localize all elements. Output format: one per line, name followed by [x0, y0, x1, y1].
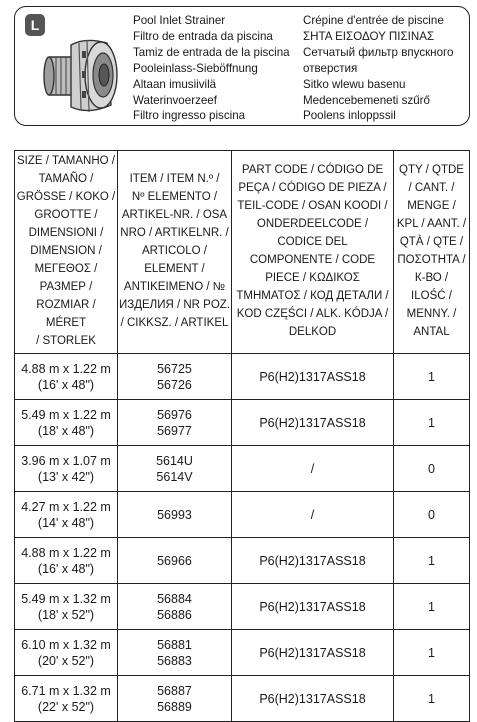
size-cell: 4.88 m x 1.22 m (16' x 48")	[15, 538, 118, 584]
part-code-cell: P6(H2)1317ASS18	[232, 676, 394, 722]
size-cell: 5.49 m x 1.32 m (18' x 52")	[15, 584, 118, 630]
size-column-header: SIZE / TAMANHO / TAMAÑO / GRÖSSE / KOKO / GROOTTE / DIMENSIONI / DIMENSION / ΜΕΓΕΘΟΣ / РАЗМЕР / ROZMIAR / MÉRET / STORLEK	[15, 151, 118, 354]
item-cell: 56881 56883	[118, 630, 232, 676]
part-code-cell: P6(H2)1317ASS18	[232, 538, 394, 584]
part-code-cell: /	[232, 446, 394, 492]
qty-cell: 1	[394, 400, 470, 446]
product-name: Poolens inloppssil	[303, 109, 396, 123]
product-name: Сетчатый фильтр впускного	[303, 45, 454, 59]
part-code-cell: P6(H2)1317ASS18	[232, 584, 394, 630]
table-row	[15, 354, 470, 400]
item-cell: 56725 56726	[118, 354, 232, 400]
product-name: Pool Inlet Strainer	[133, 14, 226, 27]
product-name: Filtro de entrada da piscina	[133, 29, 273, 43]
size-cell: 3.96 m x 1.07 m (13' x 42")	[15, 446, 118, 492]
part-code-cell: P6(H2)1317ASS18	[232, 630, 394, 676]
part-code-cell: P6(H2)1317ASS18	[232, 354, 394, 400]
item-cell: 5614U 5614V	[118, 446, 232, 492]
table-row	[15, 492, 470, 538]
qty-column-header: QTY / QTDE / CANT. / MENGE / KPL / AANT. / QTÀ / QTE / ΠΟΣΟΤΗΤΑ / К-ВО / ILOŚĆ / MENNY. / ANTAL	[394, 151, 470, 354]
part-code-cell: P6(H2)1317ASS18	[232, 400, 394, 446]
product-name: Pooleinlass-Sieböffnung	[133, 61, 258, 75]
size-cell: 6.71 m x 1.32 m (22' x 52")	[15, 676, 118, 722]
product-names-left	[133, 13, 290, 124]
table-row	[15, 630, 470, 676]
part-header	[14, 6, 470, 126]
product-name: Waterinvoerzeef	[133, 93, 217, 107]
size-cell: 4.27 m x 1.22 m (14' x 48")	[15, 492, 118, 538]
table-row	[15, 400, 470, 446]
qty-cell: 0	[394, 492, 470, 538]
part-code-cell: /	[232, 492, 394, 538]
qty-cell: 1	[394, 630, 470, 676]
qty-cell: 1	[394, 584, 470, 630]
item-cell: 56966	[118, 538, 232, 584]
parts-table	[14, 150, 470, 722]
table-row	[15, 446, 470, 492]
size-cell: 5.49 m x 1.22 m (18' x 48")	[15, 400, 118, 446]
part-code-column-header: PART CODE / CÓDIGO DE PEÇA / CÓDIGO DE PIEZA / TEIL-CODE / OSAN KOODI / ONDERDEELCODE / CODICE DEL COMPONENTE / CODE PIECE / ΚΩΔΙΚΟΣ ΤΜΗΜΑΤΟΣ / КОД ДЕТАЛИ / KOD CZĘŚCI / ALK. KÓDJA / DELKOD	[232, 151, 394, 354]
table-row	[15, 676, 470, 722]
qty-cell: 0	[394, 446, 470, 492]
part-letter-badge: L	[25, 14, 45, 36]
qty-cell: 1	[394, 676, 470, 722]
product-name: Sitko wlewu basenu	[303, 77, 406, 91]
item-column-header: ITEM / ITEM N.º / Nº ELEMENTO / ARTIKEL-NR. / OSA NRO / ARTIKELNR. / ARTICOLO / ELEMENT / ANTIKEIMENO / № ИЗДЕЛИЯ / NR POZ. / CIKKSZ. / ARTIKEL	[118, 151, 232, 354]
table-row	[15, 538, 470, 584]
size-cell: 6.10 m x 1.32 m (20' x 52")	[15, 630, 118, 676]
inlet-strainer-illustration	[41, 31, 123, 117]
table-header-row	[15, 151, 470, 354]
product-name: отверстия	[303, 61, 358, 75]
product-name: Tamiz de entrada de la piscina	[133, 45, 290, 59]
product-names-right	[303, 13, 453, 124]
product-name: Medencebemeneti szűrő	[303, 93, 430, 107]
qty-cell: 1	[394, 354, 470, 400]
qty-cell: 1	[394, 538, 470, 584]
item-cell: 56884 56886	[118, 584, 232, 630]
item-cell: 56993	[118, 492, 232, 538]
product-name: Filtro ingresso piscina	[133, 109, 246, 123]
product-name: Altaan imusiivilä	[133, 77, 217, 91]
item-cell: 56976 56977	[118, 400, 232, 446]
item-cell: 56887 56889	[118, 676, 232, 722]
size-cell: 4.88 m x 1.22 m (16' x 48")	[15, 354, 118, 400]
product-name: ΣΗΤΑ ΕΙΣΟΔΟΥ ΠΙΣΙΝΑΣ	[303, 29, 435, 43]
product-name: Crépine d'entrée de piscine	[303, 14, 444, 27]
table-row	[15, 584, 470, 630]
